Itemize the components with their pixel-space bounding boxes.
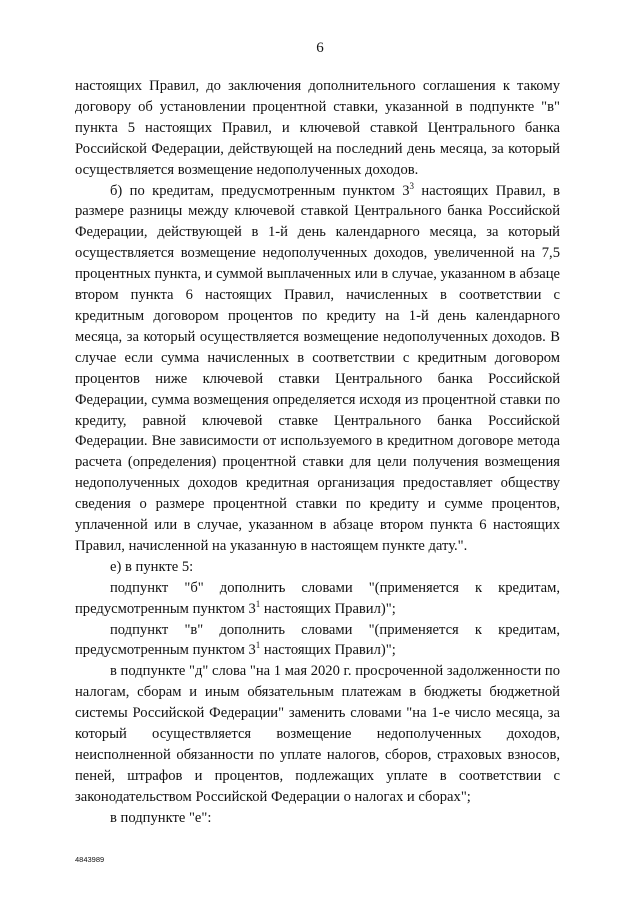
paragraph-text: подпункт "б" дополнить словами "(применяется к кредитам, предусмотренным пунктом 3: [75, 579, 560, 617]
superscript: 1: [255, 640, 261, 651]
paragraph-continuation: настоящих Правил, до заключения дополнительного соглашения к такому договору об установлении процентной ставки, указанной в подпункте "в" пункта 5 настоящих Правил, и ключевой ставкой Центрального банка Российской Федерации, действующей на последний день месяца, за который осуществляется возмещение недополученных доходов.: [75, 78, 560, 178]
paragraph-text: настоящих Правил)";: [260, 600, 396, 617]
document-id: 4843989: [75, 855, 105, 864]
paragraph-text: б) по кредитам, предусмотренным пунктом 3: [110, 182, 410, 199]
paragraph-text: настоящих Правил, в размере разницы между ключевой ставкой Центрального банка Российской Федерации, действующей в 1-й день календарного месяца, за который осуществляется возмещение недополученных доходов, увеличенной на 7,5 процентных пункта, и суммой выплаченных или в случае, указанном в абзаце втором пункта 6 настоящих Правил, начисленных в соответствии с кредитным договором процентов по кредиту на 1-й день календарного месяца, за который осуществляется возмещение недополученных доходов. В случае если сумма начисленных в соответствии с кредитным договором процентов ниже ключевой ставки Центрального банка Российской Федерации, сумма возмещения определяется исходя из процентной ставки по кредиту, равной ключевой ставке Центрального банка Российской Федерации. Вне зависимости от используемого в кредитном договоре метода расчета (определения) процентной ставки для цели получения возмещения недополученных доходов кредитная организация предоставляет обществу сведения о размере процентной ставки по кредиту и сумме процентов, уплаченной или в случае, указанном в абзаце втором пункта 6 настоящих Правил, начисленной на указанную в настоящем пункте дату.".: [75, 182, 560, 554]
superscript: 1: [255, 598, 261, 609]
document-body: [75, 76, 560, 829]
paragraph-subitem-d: в подпункте "д" слова "на 1 мая 2020 г. просроченной задолженности по налогам, сборам и иным обязательным платежам в бюджеты бюджетной системы Российской Федерации" заменить словами "на 1-е число месяца, за который осуществляется возмещение недополученных доходов, неисполненной обязанности по уплате налогов, сборов, страховых взносов, пеней, штрафов и процентов, подлежащих уплате в соответствии с законодательством Российской Федерации о налогах и сборах";: [75, 663, 560, 805]
paragraph-text: настоящих Правил)";: [260, 642, 396, 659]
paragraph-item-b: [75, 181, 560, 557]
superscript: 3: [409, 180, 415, 191]
paragraph-subitem-e: в подпункте "е":: [110, 809, 212, 826]
page-number: 6: [316, 40, 324, 56]
paragraph-subitem-v: [75, 620, 560, 662]
paragraph-subitem-b: [75, 578, 560, 620]
paragraph-text: подпункт "в" дополнить словами "(применяется к кредитам, предусмотренным пунктом 3: [75, 621, 560, 659]
paragraph-item-e: е) в пункте 5:: [110, 558, 194, 575]
